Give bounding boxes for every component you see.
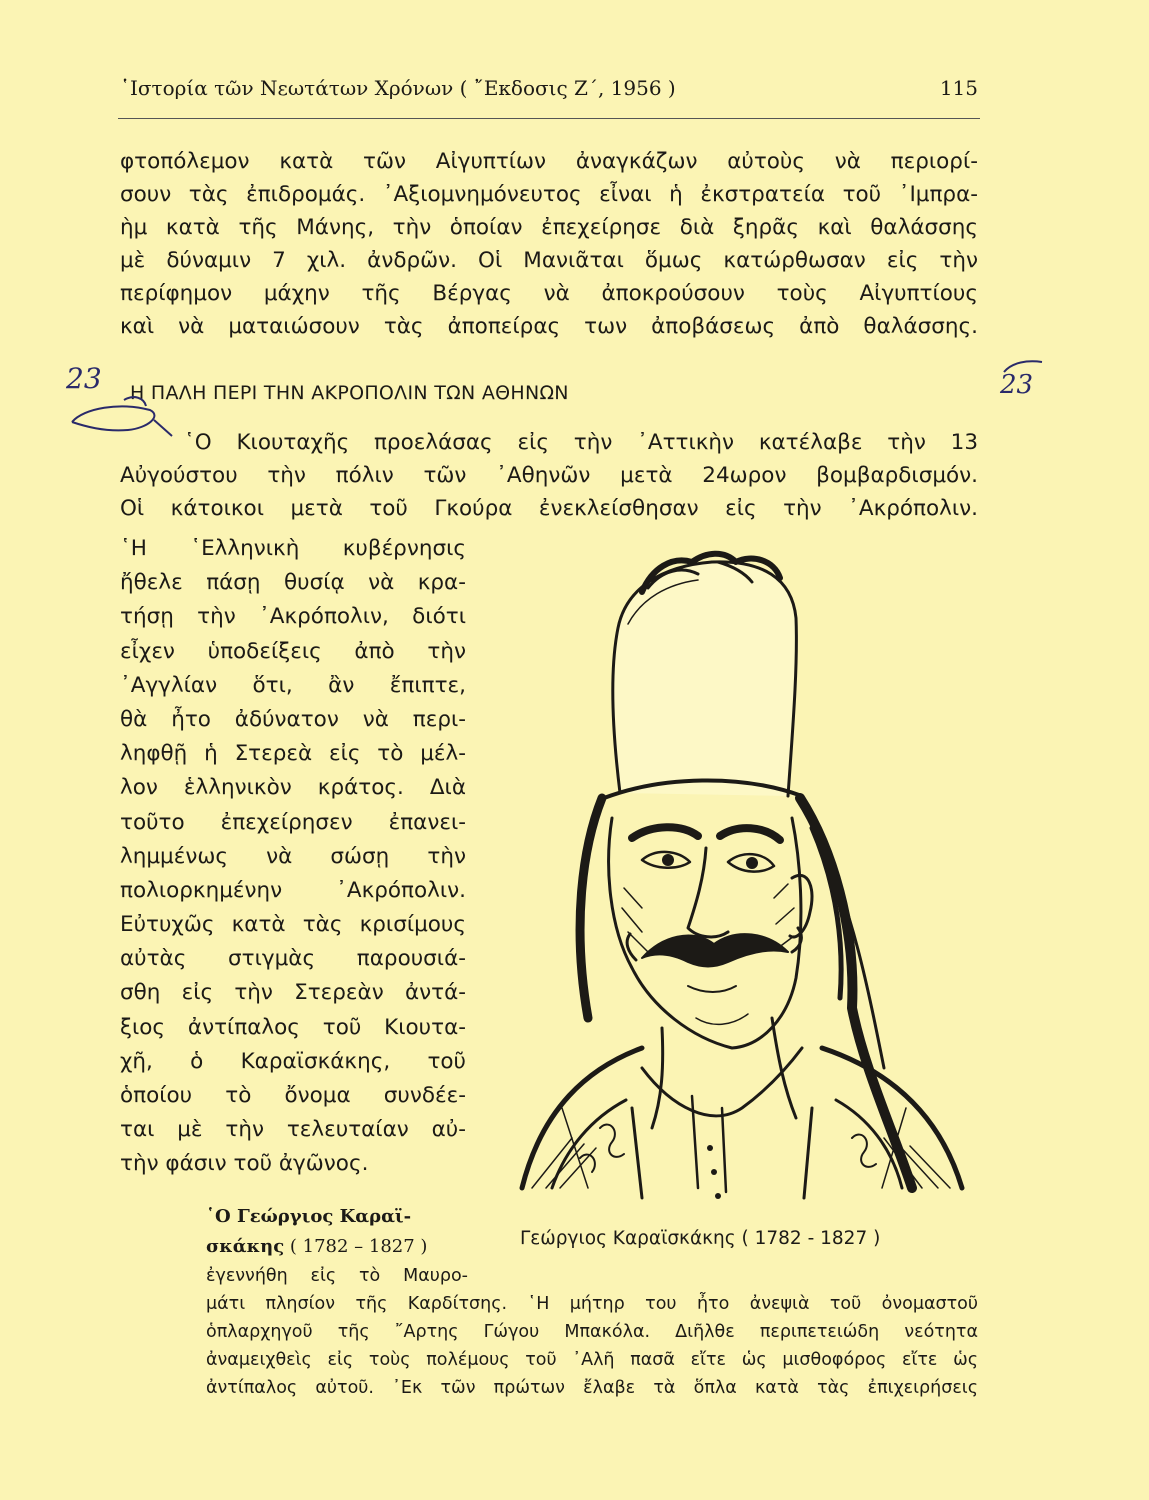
text-line: θὰ ἦτο ἀδύνατον νὰ περι- [120, 706, 466, 732]
left-margin-annotation [64, 360, 174, 450]
right-margin-number: 23 [1000, 370, 1034, 400]
right-margin-annotation [998, 356, 1058, 412]
text-line: πολιορκημένην ᾿Ακρόπολιν. [120, 877, 466, 903]
text-line: Εὐτυχῶς κατὰ τὰς κρισίμους [120, 912, 466, 938]
text-line: μάτι πλησίον τῆς Καρδίτσης. ῾Η μήτηρ του ἦτο ἀνεψιὰ τοῦ ὀνομαστοῦ [206, 1294, 978, 1314]
text-line: ληφθῇ ἡ Στερεὰ εἰς τὸ μέλ- [120, 741, 466, 767]
text-line: τὴν φάσιν τοῦ ἀγῶνος. [120, 1151, 369, 1177]
paragraph-kiutahis [120, 426, 978, 525]
text-line: ἐγεννήθη εἰς τὸ Μαυρο- [206, 1266, 468, 1286]
text-line: περίφημον μάχην τῆς Βέργας νὰ ἀποκρούσουν τοὺς Αἰγυπτίους [120, 281, 978, 306]
text-line: Οἱ κάτοικοι μετὰ τοῦ Γκούρα ἐνεκλείσθησαν εἰς τὴν ᾿Ακρόπολιν. [120, 496, 978, 521]
text-line: ὴμ κατὰ τῆς Μάνης, τὴν ὁποίαν ἐπεχείρησε διὰ ξηρᾶς καὶ θαλάσσης [120, 215, 978, 240]
bio-text [206, 1262, 978, 1402]
text-line: σθη εἰς τὴν Στερεὰν ἀντά- [120, 980, 466, 1006]
text-line: λον ἑλληνικὸν κράτος. Διὰ [120, 775, 466, 801]
bio-name-line: ῾Ο Γεώργιος Καραϊ- [206, 1206, 412, 1227]
bio-name-end: σκάκης [206, 1236, 285, 1257]
portrait-caption: Γεώργιος Καραϊσκάκης ( 1782 - 1827 ) [520, 1228, 881, 1249]
bio-name-line-2 [206, 1232, 468, 1262]
text-line: τοῦτο ἐπεχείρησεν ἐπανει- [120, 809, 466, 835]
text-line: εἶχεν ὑποδείξεις ἀπὸ τὴν [120, 638, 466, 664]
text-line: ᾿Αγγλίαν ὅτι, ἂν ἔπιπτε, [120, 672, 466, 698]
text-line: Αὐγούστου τὴν πόλιν τῶν ᾿Αθηνῶν μετὰ 24ωρον βομβαρδισμόν. [120, 463, 978, 488]
section-heading: Η ΠΑΛΗ ΠΕΡΙ ΤΗΝ ΑΚΡΟΠΟΛΙΝ ΤΩΝ ΑΘΗΝΩΝ [130, 382, 569, 404]
header-rule [118, 118, 980, 119]
text-line: ἀντίπαλος αὐτοῦ. ᾿Εκ τῶν πρώτων ἔλαβε τὰ ὅπλα κατὰ τὰς ἐπιχειρήσεις [206, 1378, 978, 1398]
bio-dates: ( 1782 – 1827 ) [289, 1236, 428, 1257]
page-number: 115 [939, 76, 978, 100]
text-line: ξιος ἀντίπαλος τοῦ Κιουτα- [120, 1014, 466, 1040]
text-line: τήσῃ τὴν ᾿Ακρόπολιν, διότι [120, 604, 466, 630]
left-margin-number: 23 [66, 362, 102, 395]
paragraph-mani [120, 145, 978, 343]
text-line: φτοπόλεμον κατὰ τῶν Αἰγυπτίων ἀναγκάζων αὐτοὺς νὰ περιορί- [120, 149, 978, 174]
text-line: ῾Η ῾Ελληνικὴ κυβέρνησις [120, 536, 466, 561]
narrow-column-text [120, 532, 466, 1182]
portrait-illustration [492, 548, 978, 1228]
text-line: αὐτὰς στιγμὰς παρουσιά- [120, 946, 466, 972]
text-line: χῆ, ὁ Καραϊσκάκης, τοῦ [120, 1048, 466, 1074]
bio-heading [206, 1202, 468, 1262]
text-line: σουν τὰς ἐπιδρομάς. ᾿Αξιομνημόνευτος εἶναι ἡ ἐκστρατεία τοῦ ᾿Ιμπρα- [120, 182, 978, 207]
text-line: λημμένως νὰ σώσῃ τὴν [120, 843, 466, 869]
text-line: μὲ δύναμιν 7 χιλ. ἀνδρῶν. Οἱ Μανιᾶται ὅμως κατώρθωσαν εἰς τὴν [120, 248, 978, 273]
text-line: ῾Ο Κιουταχῆς προελάσας εἰς τὴν ᾿Αττικὴν κατέλαβε τὴν 13 [184, 430, 978, 455]
text-line: ται μὲ τὴν τελευταίαν αὐ- [120, 1117, 466, 1143]
text-line: ὁποίου τὸ ὄνομα συνδέε- [120, 1083, 466, 1108]
book-title: ῾Ιστορία τῶν Νεωτάτων Χρόνων ( ῎Εκδοσις Ζ΄, 1956 ) [120, 76, 676, 100]
text-line: ὁπλαρχηγοῦ τῆς ῎Αρτης Γώγου Μπακόλα. Διῆλθε περιπετειώδη νεότητα [206, 1322, 978, 1342]
text-line: ἀναμειχθεὶς εἰς τοὺς πολέμους τοῦ ᾿Αλῆ πασᾶ εἴτε ὡς μισθοφόρος εἴτε ὡς [206, 1350, 978, 1370]
text-line: ἤθελε πάσῃ θυσίᾳ νὰ κρα- [120, 570, 466, 596]
running-header [120, 76, 978, 108]
text-line: καὶ νὰ ματαιώσουν τὰς ἀποπείρας των ἀποβάσεως ἀπὸ θαλάσσης. [120, 314, 978, 339]
